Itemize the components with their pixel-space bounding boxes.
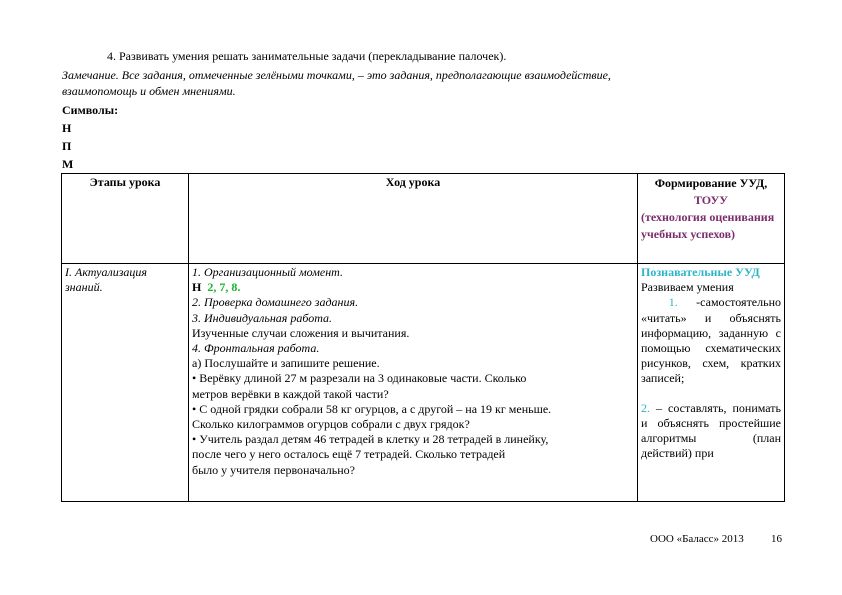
course-line: Сколько килограммов огурцов собрали с двух грядок? <box>192 417 470 432</box>
header-course: Ход урока <box>189 174 638 264</box>
course-line: а) Послушайте и запишите решение. <box>192 356 380 371</box>
course-line: • Верёвку длиной 27 м разрезали на 3 одинаковые части. Сколько <box>192 371 527 386</box>
course-org-moment: 1. Организационный момент. <box>192 265 343 279</box>
uud-item-2-number: 2. <box>641 400 650 415</box>
course-cell <box>189 264 638 502</box>
symbols-label: Символы: <box>62 103 119 117</box>
stage-cell: I. Актуализация знаний. <box>62 264 189 502</box>
note-line-1: Замечание. Все задания, отмеченные зелёными точками, – это задания, предполагающие взаимодействие, <box>62 68 611 82</box>
symbol-m: М <box>62 157 74 171</box>
course-green-numbers: 2, 7, 8. <box>207 280 241 295</box>
uud-item-2 <box>641 401 781 462</box>
course-line: • Учитель раздал детям 46 тетрадей в клетку и 28 тетрадей в линейку, <box>192 432 549 447</box>
table-row <box>62 264 785 502</box>
symbol-n: Н <box>62 121 72 135</box>
course-symbol-n: Н <box>192 280 202 295</box>
uud-item-1 <box>641 295 781 386</box>
lesson-table <box>61 173 785 502</box>
uud-spacer <box>641 387 781 401</box>
uud-item-1-text: -самостоятельно «читать» и объяснять информацию, заданную с помощью схематических рисунков, схем, кратких записей; <box>641 295 782 386</box>
course-line: после чего у него осталось ещё 7 тетрадей. Сколько тетрадей <box>192 447 506 462</box>
uud-item-2-text: – составлять, понимать и объяснять простейшие алгоритмы (план действий) при <box>641 400 781 461</box>
uud-heading: Познавательные УУД <box>641 265 760 279</box>
goal-item-4: 4. Развивать умения решать занимательные задачи (перекладывание палочек). <box>107 49 507 63</box>
course-frontal-work: 4. Фронтальная работа. <box>192 341 320 356</box>
course-line: метров верёвки в каждой такой части? <box>192 386 389 401</box>
course-line: • С одной грядки собрали 58 кг огурцов, а с другой – на 19 кг меньше. <box>192 401 552 416</box>
course-homework-check: 2. Проверка домашнего задания. <box>192 295 359 310</box>
footer-publisher: ООО «Баласс» 2013 <box>650 533 744 545</box>
symbol-p: П <box>62 139 72 153</box>
header-toyy-desc: (технология оценивания учебных успехов) <box>641 210 775 241</box>
header-uud-title: Формирование УУД, <box>654 176 768 190</box>
uud-develop: Развиваем умения <box>641 280 734 295</box>
table-header-row <box>62 174 785 264</box>
note-line-2: взаимопомощь и обмен мнениями. <box>62 84 236 98</box>
header-uud <box>638 174 785 264</box>
course-line: Изученные случаи сложения и вычитания. <box>192 325 410 340</box>
uud-cell <box>638 264 785 502</box>
header-stages: Этапы урока <box>62 174 189 264</box>
header-toyy: ТОУУ <box>693 193 729 207</box>
uud-item-1-number: 1. <box>668 295 678 310</box>
course-individual-work: 3. Индивидуальная работа. <box>192 310 333 325</box>
course-symbol-line <box>192 280 634 295</box>
page-number: 16 <box>771 533 782 545</box>
course-line: было у учителя первоначально? <box>192 462 355 477</box>
